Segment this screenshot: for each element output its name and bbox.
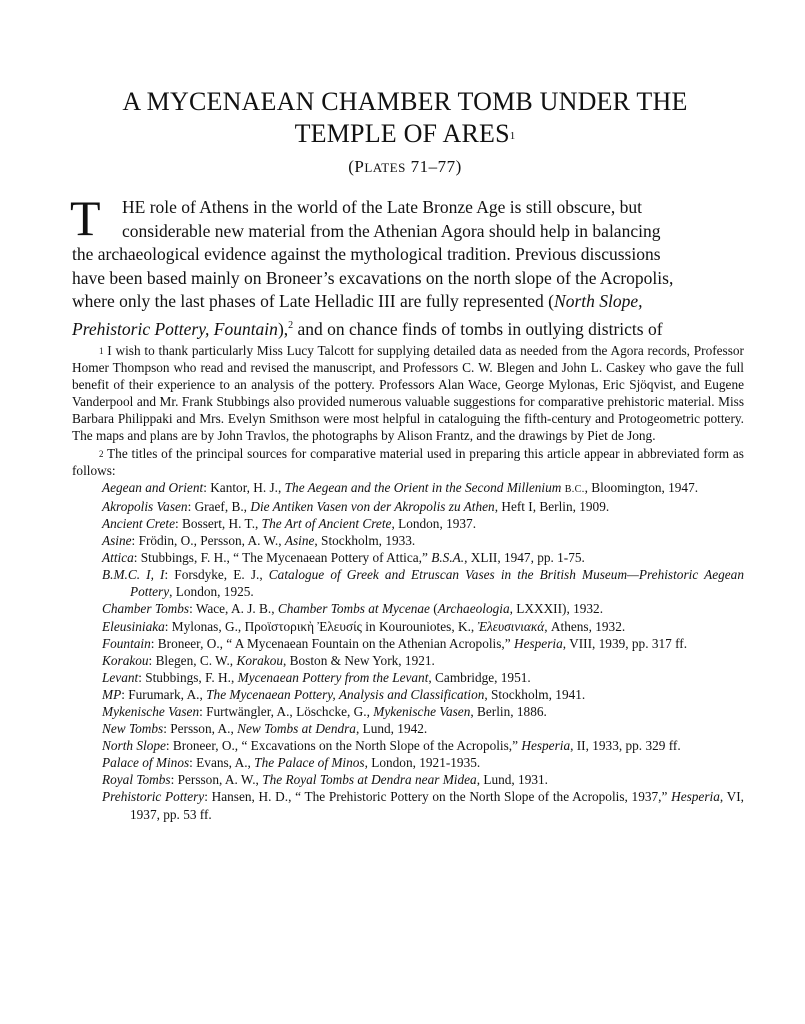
reference-abbreviation: Korakou <box>102 652 149 668</box>
reference-details: , Heft I, Berlin, 1909. <box>494 498 610 514</box>
plates-open: (P <box>348 157 365 176</box>
reference-author: : Kantor, H. J., <box>203 479 285 495</box>
reference-details: , VI, 1937, pp. 53 ff. <box>130 789 744 822</box>
reference-author: : Wace, A. J. B., <box>189 601 278 617</box>
reference-details: , Cambridge, 1951. <box>428 669 531 685</box>
body-line-3-text: the archaeological evidence against the mythological tradition. Previous discussions <box>72 244 661 264</box>
reference-abbreviation: Fountain <box>102 635 151 651</box>
reference-entry <box>72 737 744 754</box>
reference-author: : Bossert, H. T., <box>174 515 262 531</box>
title-line-1: A MYCENAEAN CHAMBER TOMB UNDER THE <box>122 87 688 116</box>
reference-series: Archaeologia <box>437 601 510 617</box>
title-footnote-mark[interactable]: 1 <box>509 130 516 142</box>
reference-title: Korakou <box>236 652 284 668</box>
reference-era: B.C. <box>564 483 585 495</box>
reference-details: , London, 1921-1935. <box>364 755 481 771</box>
reference-author: : Mylonas, G., Προϊστορικὴ Ἐλευσίς in Kourouniotes, K., <box>164 618 478 634</box>
reference-details: , II, 1933, pp. 329 ff. <box>570 738 681 754</box>
reference-details-2: , LXXXII), 1932. <box>509 601 604 617</box>
reference-abbreviation: Royal Tombs <box>102 772 171 788</box>
reference-abbreviation: Attica <box>102 550 134 566</box>
title-line-2 <box>60 118 750 150</box>
body-paragraph <box>70 190 744 341</box>
footnote-1-number: 1 <box>99 346 104 356</box>
body-line-6-tail: and on chance finds of tombs in outlying districts of <box>293 318 663 339</box>
reference-author: : Broneer, O., “ Excavations on the North Slope of the Acropolis,” <box>165 738 522 754</box>
reference-title: Mycenaean Pottery from the Levant <box>237 669 429 685</box>
reference-entry <box>72 618 744 635</box>
reference-title: The Royal Tombs at Dendra near Midea <box>262 772 477 788</box>
reference-entry <box>72 549 744 566</box>
body-line-2-text: considerable new material from the Athenian Agora should help in balancing <box>122 220 661 241</box>
footnotes <box>72 342 744 823</box>
title-line-2-text: TEMPLE OF ARES <box>294 119 510 148</box>
reference-abbreviation: North Slope <box>102 738 166 754</box>
reference-details: , VIII, 1939, pp. 317 ff. <box>562 635 688 651</box>
reference-title: Hesperia <box>513 635 563 651</box>
reference-author: : Persson, A., <box>163 721 238 737</box>
reference-details: , Berlin, 1886. <box>470 703 547 719</box>
reference-abbreviation: Mykenische Vasen <box>102 703 200 719</box>
reference-entry <box>72 600 744 617</box>
reference-author: : Broneer, O., “ A Mycenaean Fountain on the Athenian Acropolis,” <box>150 635 514 651</box>
reference-entry <box>72 754 744 771</box>
reference-title: Catalogue of Greek and Etruscan Vases in the British Museum—Prehistoric Aegean Pottery <box>130 567 744 600</box>
body-line-6-italic: Prehistoric Pottery, Fountain <box>72 318 278 339</box>
reference-entry <box>72 515 744 532</box>
reference-list <box>72 479 744 823</box>
reference-entry <box>72 788 744 822</box>
reference-abbreviation: B.M.C. I, I <box>102 567 165 583</box>
body-line-2 <box>72 220 744 244</box>
plates-reference <box>60 157 750 177</box>
reference-entry <box>72 566 744 600</box>
reference-author: : Persson, A. W., <box>170 772 263 788</box>
reference-details: , Stockholm, 1933. <box>314 533 416 549</box>
reference-abbreviation: New Tombs <box>102 721 164 737</box>
reference-details: , XLII, 1947, pp. 1-75. <box>464 550 585 566</box>
body-line-5 <box>72 290 744 314</box>
reference-abbreviation: Asine <box>102 533 132 549</box>
body-line-4 <box>72 267 744 291</box>
reference-title: The Palace of Minos <box>254 755 365 771</box>
reference-abbreviation: Prehistoric Pottery <box>102 789 205 805</box>
reference-details: , Boston & New York, 1921. <box>283 652 435 668</box>
reference-entry <box>72 686 744 703</box>
reference-details: , Lund, 1942. <box>355 721 428 737</box>
body-line-5-italic: North Slope, <box>554 291 643 311</box>
reference-author: : Forsdyke, E. J., <box>164 567 269 583</box>
body-line-5-wrap <box>72 290 643 314</box>
footnote-2-number: 2 <box>99 448 104 459</box>
body-line-1 <box>72 196 744 220</box>
footnote-1-text: I wish to thank particularly Miss Lucy Talcott for supplying detailed data as needed from the Agora records, Professor Homer Thompson who read and revised the manuscript, and Professors C. W. Blegen and John L. Caskey who gave the full benefit of their experience to an analysis of the pottery. Professors Alan Wace, George Mylonas, Eric Sjöqvist, and Eugene Vanderpool and Mr. Frank Stubbings also provided numerous valuable suggestions for comparative prehistoric material. Miss Barbara Philippaki and Mrs. Evelyn Smithson were most helpful in cataloguing the fifth-century and Protogeometric pottery. The maps and plans are by John Travlos, the photographs by Alison Frantz, and the drawings by Piet de Jong. <box>72 343 744 444</box>
reference-details: , London, 1937. <box>391 515 477 531</box>
reference-entry <box>72 720 744 737</box>
reference-author: : Furumark, A., <box>121 686 207 702</box>
article-title <box>60 86 750 150</box>
reference-abbreviation: Chamber Tombs <box>102 601 190 617</box>
reference-entry <box>72 498 744 515</box>
body-line-6-wrap <box>72 314 663 341</box>
reference-entry <box>72 479 744 498</box>
reference-title: Die Antiken Vasen von der Akropolis zu Athen <box>250 498 495 514</box>
reference-end: , Bloomington, 1947. <box>584 479 699 495</box>
reference-author: : Stubbings, F. H., “ The Mycenaean Pottery of Attica,” <box>133 550 432 566</box>
reference-entry <box>72 703 744 720</box>
reference-abbreviation: MP <box>102 686 122 702</box>
reference-title: B.S.A. <box>431 550 465 566</box>
reference-title: The Mycenaean Pottery, Analysis and Classification <box>206 686 485 702</box>
reference-entry <box>72 635 744 652</box>
reference-abbreviation: Ancient Crete <box>102 515 175 531</box>
reference-abbreviation: Palace of Minos <box>102 755 190 771</box>
body-line-1-text: HE role of Athens in the world of the Late Bronze Age is still obscure, but <box>122 197 643 217</box>
reference-details: , Athens, 1932. <box>544 618 626 634</box>
reference-entry <box>72 532 744 549</box>
reference-details: , Stockholm, 1941. <box>484 686 586 702</box>
footnote-1 <box>72 342 744 445</box>
reference-details: ( <box>429 601 438 617</box>
footnote-2-mark[interactable]: 2 <box>288 319 294 331</box>
reference-author: : Graef, B., <box>187 498 251 514</box>
reference-abbreviation: Eleusiniaka <box>102 618 165 634</box>
reference-details: , London, 1925. <box>169 584 254 600</box>
body-line-4-text: have been based mainly on Broneer’s excavations on the north slope of the Acropolis, <box>72 267 674 288</box>
reference-entry <box>72 652 744 669</box>
plates-word: LATES <box>364 160 406 175</box>
reference-author: : Frödin, O., Persson, A. W., <box>131 533 285 549</box>
reference-title: New Tombs at Dendra <box>237 721 356 737</box>
reference-author: : Stubbings, F. H., <box>138 669 238 685</box>
reference-title: Hesperia <box>521 738 571 754</box>
reference-title: The Art of Ancient Crete <box>261 515 392 531</box>
body-line-5-text: where only the last phases of Late Helladic III are fully represented ( <box>72 291 555 311</box>
reference-details: , Lund, 1931. <box>476 772 548 788</box>
reference-title: Hesperia <box>671 789 720 805</box>
reference-abbreviation: Aegean and Orient <box>102 479 204 495</box>
reference-abbreviation: Akropolis Vasen <box>102 498 188 514</box>
reference-abbreviation: Levant <box>102 669 139 685</box>
plates-numbers: 71–77) <box>405 157 462 176</box>
reference-title: Asine <box>284 533 315 549</box>
footnote-2-intro: The titles of the principal sources for comparative material used in preparing this article appear in abbreviated form as follows: <box>72 445 744 478</box>
reference-author: : Furtwängler, A., Löschcke, G., <box>199 703 374 719</box>
reference-author: : Blegen, C. W., <box>148 652 237 668</box>
body-line-6-rest: ), <box>277 318 289 339</box>
reference-title: Ἐλευσινιακά <box>477 618 545 634</box>
body-line-3 <box>72 243 744 267</box>
reference-entry <box>72 771 744 788</box>
reference-entry <box>72 669 744 686</box>
reference-title: The Aegean and the Orient in the Second Millenium <box>284 479 562 495</box>
reference-title: Chamber Tombs at Mycenae <box>277 601 430 617</box>
reference-title: Mykenische Vasen <box>373 703 471 719</box>
footnote-2 <box>72 445 744 479</box>
drop-cap: T <box>70 190 101 246</box>
reference-author: : Evans, A., <box>189 755 255 771</box>
reference-author: : Hansen, H. D., “ The Prehistoric Pottery on the North Slope of the Acropolis, 1937,” <box>204 789 672 805</box>
body-line-6 <box>72 314 744 341</box>
